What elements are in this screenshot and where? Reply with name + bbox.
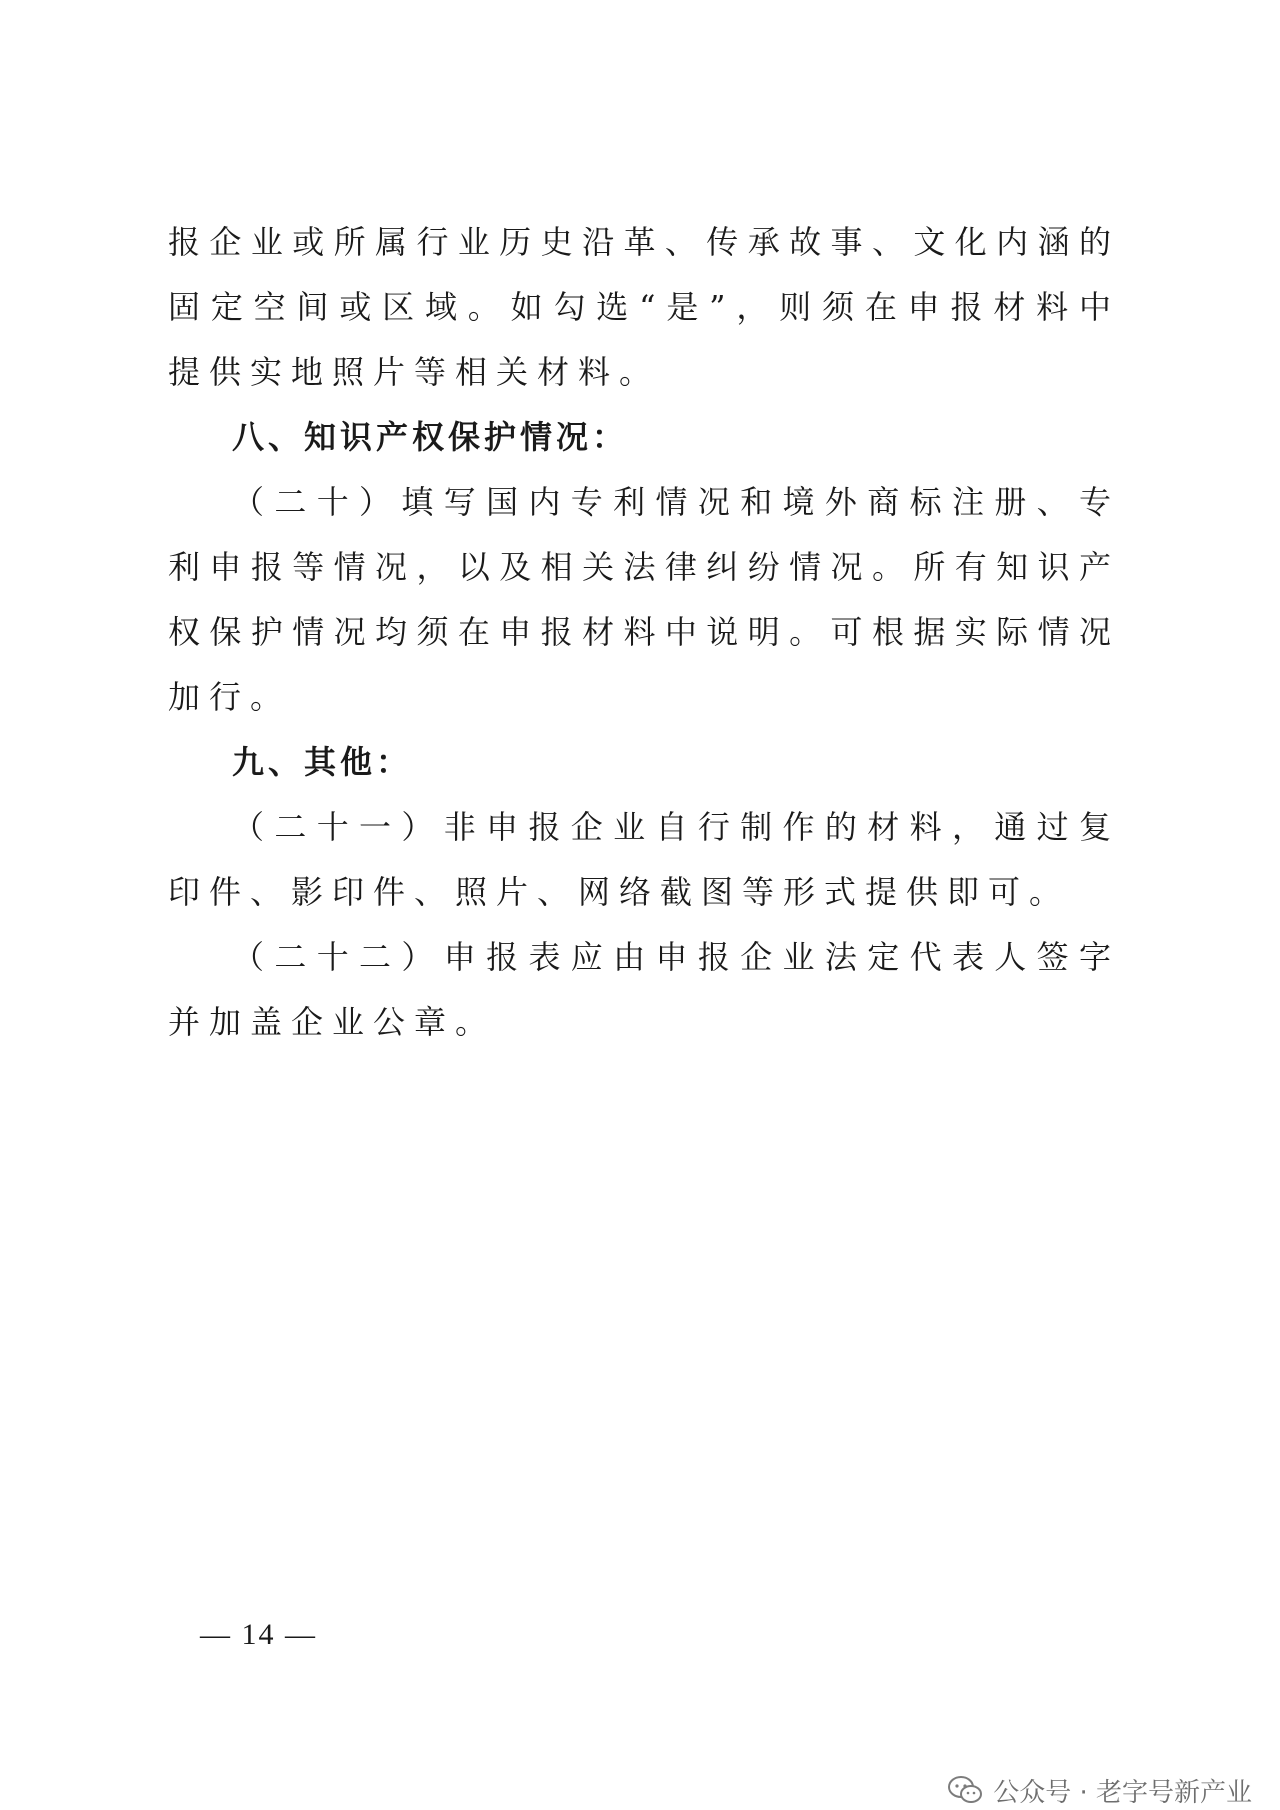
item-22-paragraph: （二十二）申报表应由申报企业法定代表人签字并加盖企业公章。 [168,938,1120,1041]
wechat-watermark [947,1770,1252,1810]
section-heading-ip-protection: 八、知识产权保护情况： [232,418,629,456]
item-20-paragraph: （二十）填写国内专利情况和境外商标注册、专利申报等情况，以及相关法律纠纷情况。所有知识产权保护情况均须在申报材料中说明。可根据实际情况加行。 [168,483,1120,716]
document-body [168,210,1120,1055]
wechat-icon [947,1775,983,1805]
item-21-paragraph: （二十一）非申报企业自行制作的材料，通过复印件、影印件、照片、网络截图等形式提供即可。 [168,808,1120,911]
section-heading-other: 九、其他： [232,743,413,781]
watermark-text: 公众号 · 老字号新产业 [993,1777,1252,1808]
page-number: — 14 — [200,1618,317,1651]
continuation-paragraph: 报企业或所属行业历史沿革、传承故事、文化内涵的固定空间或区域。如勾选“是”，则须在申报材料中提供实地照片等相关材料。 [168,223,1120,391]
